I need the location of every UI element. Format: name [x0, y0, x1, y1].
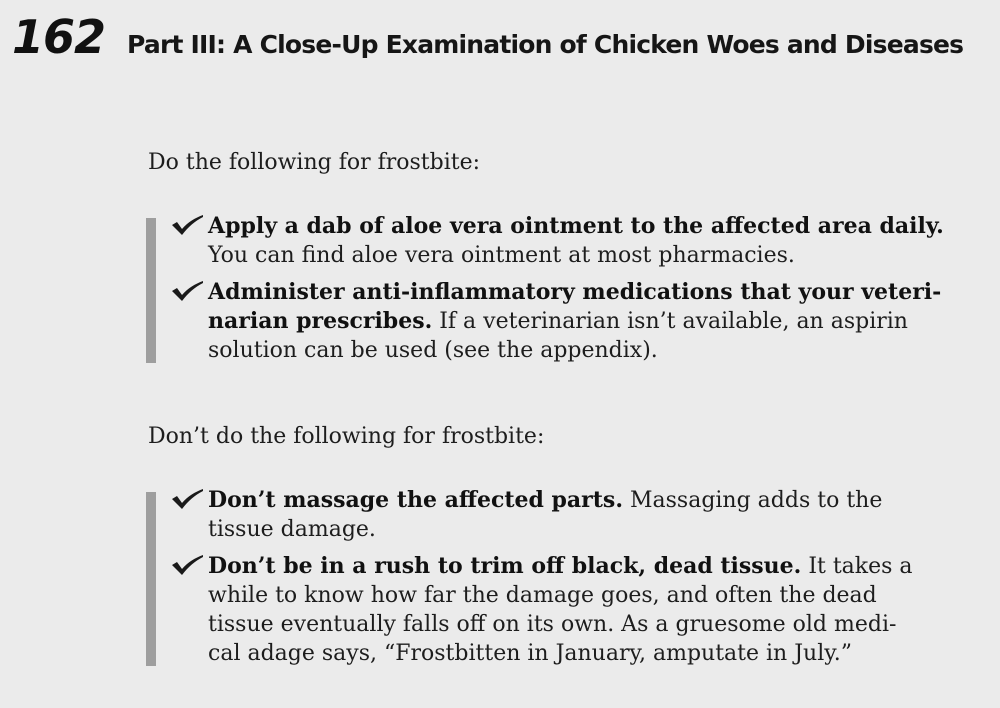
item-body: Massaging adds to the — [622, 488, 883, 513]
check-icon — [170, 280, 204, 302]
list-item — [146, 486, 996, 544]
do-list — [146, 212, 996, 365]
item-body-line: while to know how far the damage goes, and often the dead — [208, 583, 877, 608]
check-icon — [170, 488, 204, 510]
running-head: Part III: A Close-Up Examination of Chicken Woes and Diseases — [127, 30, 964, 59]
list-item — [146, 552, 996, 668]
do-intro: Do the following for frostbite: — [148, 150, 481, 175]
item-lead: narian prescribes. — [208, 308, 433, 334]
item-body-line: tissue eventually falls off on its own. As a gruesome old medi- — [208, 612, 897, 637]
item-lead: Don’t massage the affected parts. — [208, 487, 623, 513]
item-body: It takes a — [801, 554, 913, 579]
item-body-line: tissue damage. — [208, 517, 376, 542]
dont-intro: Don’t do the following for frostbite: — [148, 424, 545, 449]
check-icon — [170, 214, 204, 236]
item-lead: Apply a dab of aloe vera ointment to the affected area daily. — [208, 213, 944, 239]
item-body-line: cal adage says, “Frostbitten in January, amputate in July.” — [208, 641, 852, 666]
item-lead: Don’t be in a rush to trim off black, dead tissue. — [208, 553, 802, 579]
page-number: 162 — [12, 10, 106, 64]
dont-list — [146, 486, 996, 668]
item-body-line: solution can be used (see the appendix). — [208, 338, 658, 363]
item-body: If a veterinarian isn’t available, an aspirin — [432, 309, 908, 334]
check-icon — [170, 554, 204, 576]
list-item — [146, 278, 996, 365]
item-lead: Administer anti-inflammatory medications that your veteri- — [208, 279, 942, 305]
page-header — [12, 10, 963, 66]
item-body-line: You can find aloe vera ointment at most pharmacies. — [208, 243, 795, 268]
list-item — [146, 212, 996, 270]
